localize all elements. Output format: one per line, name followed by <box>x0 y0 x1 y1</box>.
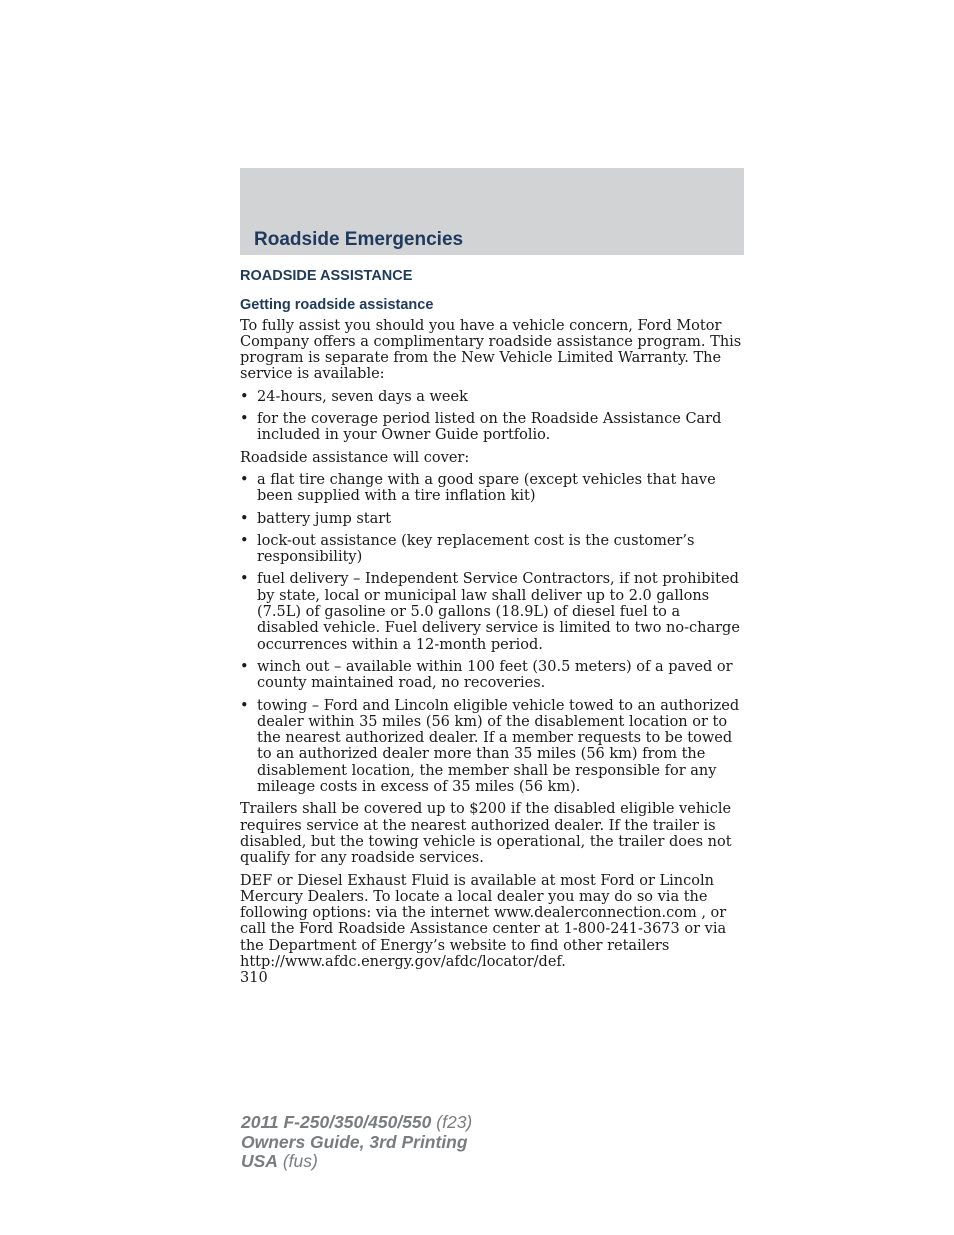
def-paragraph: DEF or Diesel Exhaust Fluid is available at most Ford or Lincoln Mercury Dealers. To locate a local dealer you may do so via the following options: via the internet www.dealerconnection.com , or call the Ford Roadside Assistance center at 1-800-241-3673 or via the Department of Energy’s website to find other retailers http://www.afdc.energy.gov/afdc/locator/def. <box>240 872 727 970</box>
bullet: • <box>240 510 249 527</box>
list-item-text: lock-out assistance (key replacement cost is the customer’s responsibility) <box>257 532 695 566</box>
coverage-intro: Roadside assistance will cover: <box>240 449 470 466</box>
footer-region: USA <box>241 1151 278 1171</box>
availability-list <box>240 389 746 444</box>
list-item <box>240 659 746 692</box>
list-item <box>240 511 746 527</box>
bullet: • <box>240 411 249 428</box>
list-item-text: towing – Ford and Lincoln eligible vehicle towed to an authorized dealer within 35 miles (56 km) of the disablement location or to the nearest authorized dealer. If a member requests to be towed to an authorized dealer more than 35 miles (56 km) from the disablement location, the member shall be responsible for any mileage costs in excess of 35 miles (56 km). <box>257 697 740 796</box>
section-header-band <box>240 168 744 255</box>
section-title: Roadside Emergencies <box>254 229 464 250</box>
list-item <box>240 571 746 652</box>
page-content <box>240 268 746 987</box>
list-item <box>240 698 746 796</box>
bullet: • <box>240 388 249 405</box>
bullet: • <box>240 697 249 714</box>
intro-paragraph: To fully assist you should you have a vehicle concern, Ford Motor Company offers a complimentary roadside assistance program. This program is separate from the New Vehicle Limited Warranty. The service is available: <box>240 317 742 383</box>
list-item-text: for the coverage period listed on the Roadside Assistance Card included in your Owner Guide portfolio. <box>257 411 722 444</box>
list-item <box>240 533 746 566</box>
footer-region-code: (fus) <box>282 1151 318 1171</box>
heading: ROADSIDE ASSISTANCE <box>240 268 413 284</box>
bullet: • <box>240 571 249 588</box>
trailers-paragraph: Trailers shall be covered up to $200 if the disabled eligible vehicle requires service at the nearest authorized dealer. If the trailer is disabled, but the towing vehicle is operational, the trailer does not qualify for any roadside services. <box>240 801 732 867</box>
footer-model-line <box>241 1113 472 1133</box>
list-item-text: a flat tire change with a good spare (except vehicles that have been supplied with a tire inflation kit) <box>257 471 716 505</box>
list-item <box>240 472 746 505</box>
footer-model: 2011 F-250/350/450/550 <box>241 1112 432 1132</box>
coverage-list <box>240 472 746 795</box>
list-item-text: winch out – available within 100 feet (30.5 meters) of a paved or county maintained road, no recoveries. <box>257 658 733 692</box>
list-item <box>240 411 746 444</box>
bullet: • <box>240 532 249 549</box>
footer-guide: Owners Guide, 3rd Printing <box>241 1131 468 1152</box>
footer-region-line <box>241 1152 472 1172</box>
list-item-text: battery jump start <box>257 510 392 527</box>
subheading: Getting roadside assistance <box>240 297 434 314</box>
bullet: • <box>240 471 249 488</box>
document-footer <box>241 1113 472 1172</box>
footer-model-code: (f23) <box>436 1112 473 1132</box>
footer-guide-line <box>241 1133 472 1153</box>
list-item-text: fuel delivery – Independent Service Contractors, if not prohibited by state, local or municipal law shall deliver up to 2.0 gallons (7.5L) of gasoline or 5.0 gallons (18.9L) of diesel fuel to a disabled vehicle. Fuel delivery service is limited to two no-charge occurrences within a 12-month period. <box>257 571 740 653</box>
bullet: • <box>240 658 249 675</box>
list-item-text: 24-hours, seven days a week <box>257 388 468 405</box>
page-number: 310 <box>240 970 268 987</box>
list-item <box>240 389 746 405</box>
